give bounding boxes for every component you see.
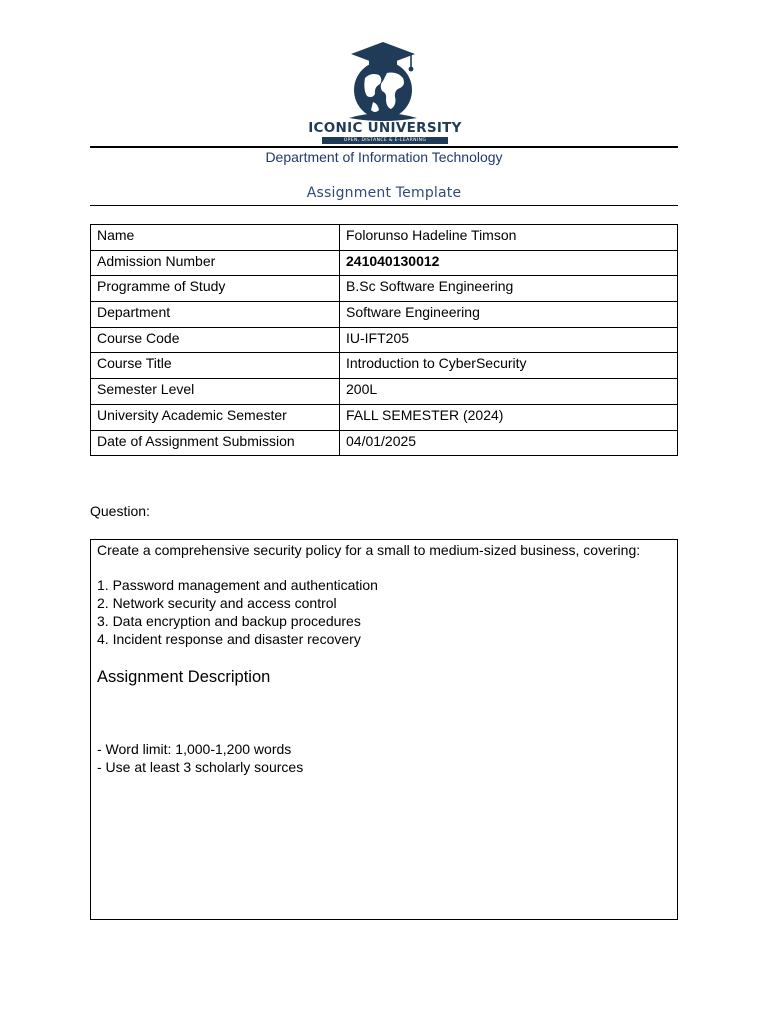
table-row — [91, 404, 678, 430]
university-name: ICONIC UNIVERSITY — [308, 120, 462, 136]
list-item: 2. Network security and access control — [97, 595, 337, 611]
requirements-list — [97, 740, 671, 776]
table-row — [91, 430, 678, 456]
detail-label: Date of Assignment Submission — [91, 430, 340, 456]
table-row — [91, 327, 678, 353]
detail-value: IU-IFT205 — [340, 327, 678, 353]
detail-label: Course Title — [91, 353, 340, 379]
list-item: 3. Data encryption and backup procedures — [97, 613, 361, 629]
detail-value: Software Engineering — [340, 302, 678, 328]
table-row — [91, 225, 678, 251]
detail-label: University Academic Semester — [91, 404, 340, 430]
detail-value: 04/01/2025 — [340, 430, 678, 456]
detail-label: Course Code — [91, 327, 340, 353]
header-divider — [90, 146, 678, 148]
table-row — [91, 302, 678, 328]
detail-label: Semester Level — [91, 379, 340, 405]
document-title: Assignment Template — [306, 185, 462, 201]
table-row — [91, 250, 678, 276]
department-heading: Department of Information Technology — [265, 149, 503, 165]
detail-value: Folorunso Hadeline Timson — [340, 225, 678, 251]
assignment-description-heading: Assignment Description — [97, 668, 271, 686]
question-box — [90, 539, 678, 920]
detail-label: Admission Number — [91, 250, 340, 276]
list-item: - Use at least 3 scholarly sources — [97, 759, 304, 775]
table-row — [91, 276, 678, 302]
student-details-table — [90, 224, 678, 456]
list-item: - Word limit: 1,000-1,200 words — [97, 741, 292, 757]
question-intro: Create a comprehensive security policy for a small to medium-sized business, covering: — [97, 542, 641, 558]
list-item: 1. Password management and authentication — [97, 577, 378, 593]
university-tagline: OPEN, DISTANCE & E-LEARNING — [322, 137, 448, 144]
table-row — [91, 379, 678, 405]
detail-label: Name — [91, 225, 340, 251]
question-topic-list — [97, 576, 671, 648]
detail-value: FALL SEMESTER (2024) — [340, 404, 678, 430]
university-logo — [300, 40, 470, 148]
detail-value: 200L — [340, 379, 678, 405]
table-row — [91, 353, 678, 379]
detail-label: Department — [91, 302, 340, 328]
graduation-globe-icon — [345, 40, 421, 124]
question-label: Question: — [90, 503, 150, 519]
detail-value: Introduction to CyberSecurity — [340, 353, 678, 379]
list-item: 4. Incident response and disaster recovery — [97, 631, 361, 647]
detail-value: B.Sc Software Engineering — [340, 276, 678, 302]
detail-value: 241040130012 — [340, 250, 678, 276]
title-divider — [90, 205, 678, 206]
detail-label: Programme of Study — [91, 276, 340, 302]
